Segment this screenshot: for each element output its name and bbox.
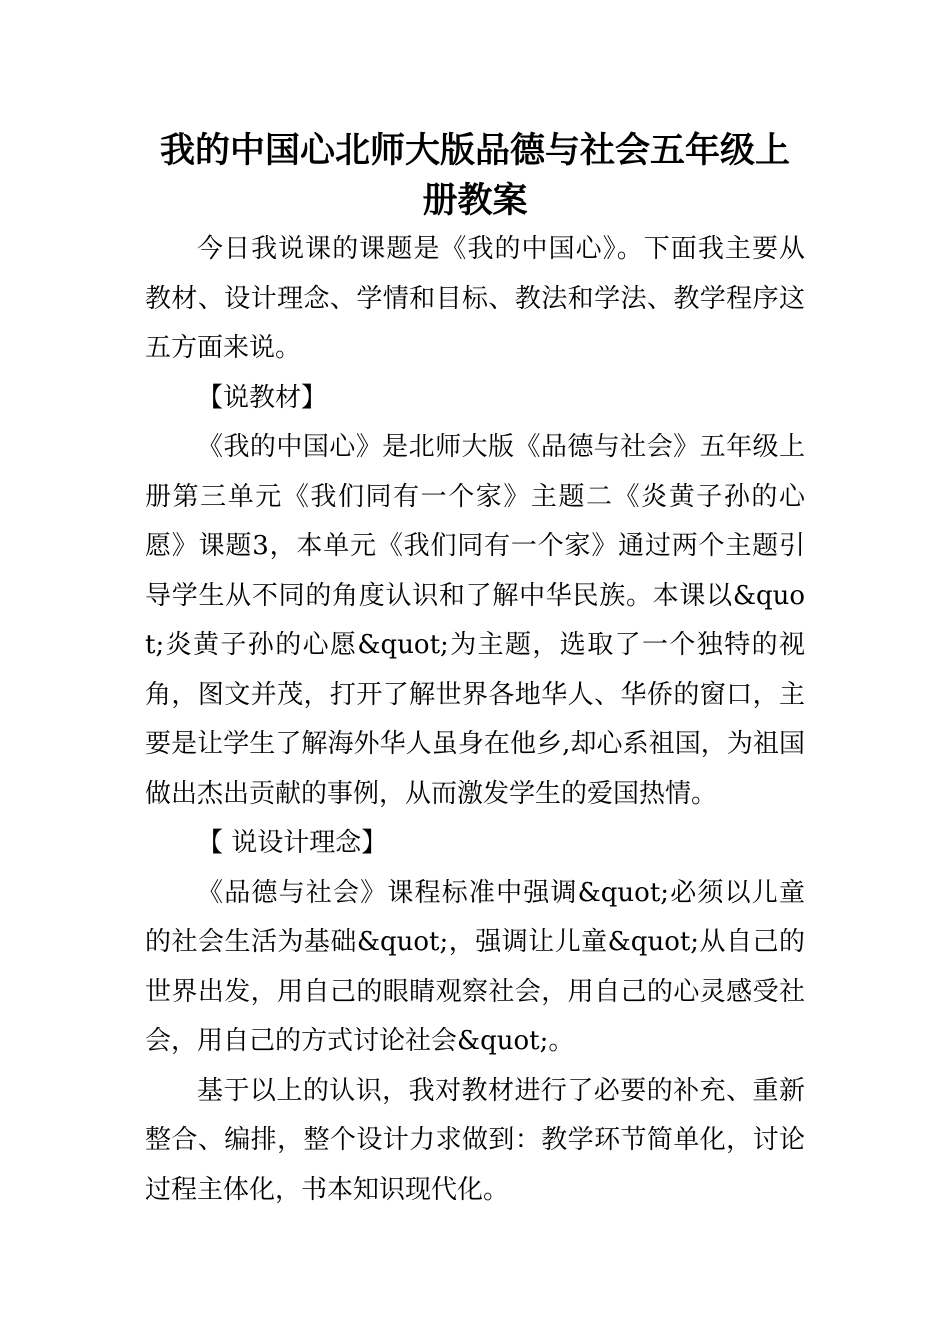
document-body xyxy=(145,225,805,1215)
paragraph-textbook: 《我的中国心》是北师大版《品德与社会》五年级上册第三单元《我们同有一个家》主题二《炎黄子孙的心愿》课题3，本单元《我们同有一个家》通过两个主题引导学生从不同的角度认识和了解中华民族。本课以&quot;炎黄子孙的心愿&quot;为主题，选取了一个独特的视角，图文并茂，打开了解世界各地华人、华侨的窗口，主要是让学生了解海外华人虽身在他乡,却心系祖国，为祖国做出杰出贡献的事例，从而激发学生的爱国热情。 xyxy=(145,432,805,809)
section-heading-textbook: 【说教材】 xyxy=(197,382,328,413)
document-title: 我的中国心北师大版品德与社会五年级上册教案 xyxy=(159,131,790,221)
paragraph-design-concept: 《品德与社会》课程标准中强调&quot;必须以儿童的社会生活为基础&quot;，强调让儿童&quot;从自己的世界出发，用自己的眼睛观察社会，用自己的心灵感受社会，用自己的方式讨论社会&quot;。 xyxy=(145,877,805,1056)
paragraph-intro: 今日我说课的课题是《我的中国心》。下面我主要从教材、设计理念、学情和目标、教法和学法、教学程序这五方面来说。 xyxy=(145,234,805,363)
section-heading-design-concept: 【 说设计理念】 xyxy=(197,828,388,858)
paragraph-design-goals: 基于以上的认识，我对教材进行了必要的补充、重新整合、编排，整个设计力求做到：教学环节简单化，讨论过程主体化，书本知识现代化。 xyxy=(145,1075,805,1205)
